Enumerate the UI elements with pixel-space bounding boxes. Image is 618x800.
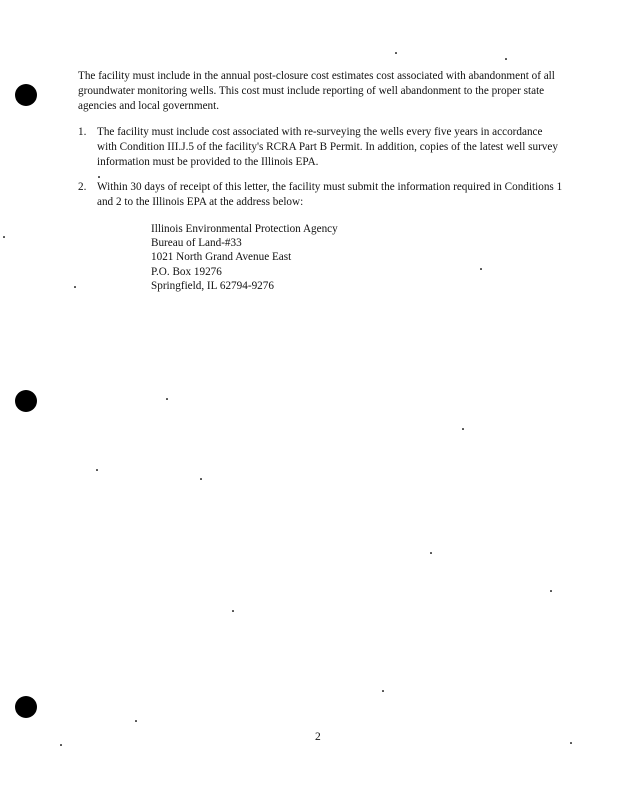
address-line-po-box: P.O. Box 19276: [151, 265, 222, 278]
scan-speck: [3, 236, 5, 238]
condition-item-number: 2.: [78, 181, 87, 193]
scan-speck: [200, 478, 202, 480]
scan-speck: [430, 552, 432, 554]
address-line-street: 1021 North Grand Avenue East: [151, 251, 292, 264]
address-line-bureau: Bureau of Land-#33: [151, 237, 242, 250]
condition-item-1: [78, 125, 564, 170]
scan-speck: [232, 610, 234, 612]
condition-item-text: Within 30 days of receipt of this letter, the facility must submit the information required in Conditions 1 and 2 to the Illinois EPA at the address below:: [97, 181, 563, 208]
scan-speck: [395, 52, 397, 54]
scan-speck: [382, 690, 384, 692]
condition-item-text: The facility must include cost associated with re-surveying the wells every five years in accordance with Condition III.J.5 of the facility's RCRA Part B Permit. In addition, copies of the latest well survey information must be provided to the Illinois EPA.: [97, 126, 558, 168]
scan-speck: [570, 742, 572, 744]
scan-speck: [550, 590, 552, 592]
mailing-address: [151, 222, 338, 293]
punch-hole-bottom: [15, 696, 37, 718]
scan-speck: [480, 268, 482, 270]
scan-speck: [60, 744, 62, 746]
scan-speck: [166, 398, 168, 400]
punch-hole-middle: [15, 390, 37, 412]
address-line-city: Springfield, IL 62794-9276: [151, 279, 274, 292]
condition-item-number: 1.: [78, 126, 87, 138]
scan-speck: [462, 428, 464, 430]
scan-speck: [135, 720, 137, 722]
address-line-agency: Illinois Environmental Protection Agency: [151, 223, 338, 235]
page-number: 2: [315, 731, 321, 743]
scan-speck: [98, 176, 100, 178]
scan-speck: [96, 469, 98, 471]
scan-speck: [505, 58, 507, 60]
intro-paragraph: The facility must include in the annual post-closure cost estimates cost associated with abandonment of all groundwater monitoring wells. This cost must include reporting of well abandonment to the proper state agencies and local government.: [78, 70, 555, 112]
scan-speck: [74, 286, 76, 288]
condition-item-2: [78, 180, 564, 210]
punch-hole-top: [15, 84, 37, 106]
